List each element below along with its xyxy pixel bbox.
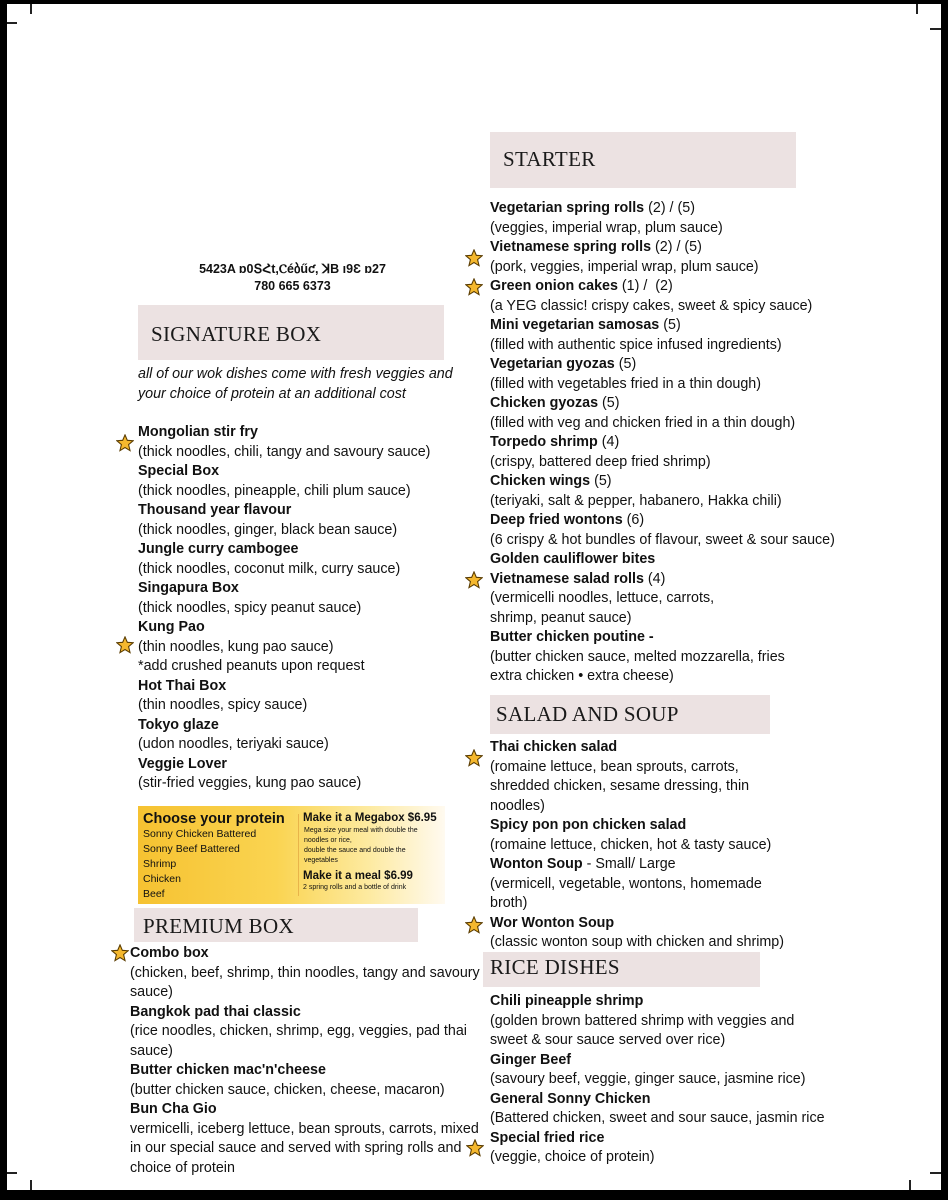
megabox-desc-line: double the sauce and double the	[304, 847, 406, 854]
item-qty: (1) / (2)	[617, 278, 673, 294]
megabox-desc-line: vegetables	[304, 857, 338, 864]
item-name: Mongolian stir fry	[138, 424, 258, 440]
star-icon	[465, 249, 483, 267]
item-description-row	[138, 482, 430, 502]
menu-item	[490, 394, 835, 414]
item-name: Vegetarian gyozas	[490, 356, 615, 372]
item-description-row	[490, 531, 835, 551]
item-description: (udon noodles, teriyaki sauce)	[138, 736, 329, 752]
restaurant-address: 5423A ɒ0ՏՀt,Ⲥéბűƈ, ꓘB ı9Ɛ ɒ27	[199, 262, 386, 276]
item-description-row	[138, 735, 430, 755]
item-description-row	[490, 414, 835, 434]
item-description-row	[490, 797, 784, 817]
star-icon	[116, 636, 134, 654]
item-description-row	[490, 648, 835, 668]
menu-item	[490, 992, 825, 1012]
menu-item	[490, 855, 784, 875]
item-description: (butter chicken sauce, melted mozzarella, fries	[490, 648, 785, 665]
item-name: Green onion cakes	[490, 278, 618, 294]
item-name: Kung Pao	[138, 619, 205, 635]
item-description-row	[490, 258, 835, 278]
item-description-row	[138, 599, 430, 619]
star-icon	[465, 571, 483, 589]
item-description: in our special sauce and served with spring rolls and	[130, 1140, 462, 1156]
item-description: sweet & sour sauce served over rice)	[490, 1032, 726, 1048]
item-description: vermicelli, iceberg lettuce, bean sprouts, carrots, mixed	[130, 1120, 479, 1137]
item-qty: (5)	[614, 356, 637, 372]
item-name: Hot Thai Box	[138, 677, 227, 694]
note-line: all of our wok dishes come with fresh veggies and	[138, 366, 453, 382]
item-name: Chicken wings	[490, 473, 591, 489]
menu-item	[490, 816, 784, 836]
signature-box-note	[138, 365, 453, 404]
protein-title: Choose your protein	[143, 811, 285, 827]
megabox-desc-line: noodles or rice,	[304, 837, 352, 844]
starter-list	[490, 199, 835, 687]
item-qty: (5)	[659, 317, 681, 333]
item-description: (romaine lettuce, bean sprouts, carrots,	[490, 758, 739, 775]
item-extra-row	[138, 657, 430, 677]
crop-mark	[916, 4, 918, 14]
menu-item	[490, 199, 835, 219]
menu-item	[130, 1003, 480, 1023]
item-name: Vietnamese salad rolls	[490, 570, 644, 587]
section-title: SIGNATURE BOX	[151, 322, 322, 346]
item-description-row	[490, 1109, 825, 1129]
item-description: (romaine lettuce, chicken, hot & tasty sauce)	[490, 836, 772, 853]
item-name: Vietnamese spring rolls	[490, 239, 652, 255]
protein-option: Beef	[143, 888, 165, 900]
item-description-row	[130, 1159, 480, 1179]
item-description-row	[138, 774, 430, 794]
item-name: Torpedo shrimp	[490, 434, 598, 450]
item-name: Singapura Box	[138, 580, 239, 596]
menu-item	[490, 355, 835, 375]
item-name: Wonton Soup	[490, 856, 583, 872]
item-description: (vermicelli noodles, lettuce, carrots,	[490, 590, 715, 606]
item-name: Chili pineapple shrimp	[490, 993, 644, 1009]
item-description: (thick noodles, coconut milk, curry sauce)	[138, 560, 401, 577]
section-title: PREMIUM BOX	[143, 914, 294, 938]
item-name: Vegetarian spring rolls	[490, 200, 645, 216]
item-qty: (5)	[590, 473, 612, 489]
item-name: Spicy pon pon chicken salad	[490, 817, 687, 833]
rice-dishes-list	[490, 992, 825, 1168]
star-icon	[466, 1139, 484, 1157]
item-description-row	[490, 609, 835, 629]
item-description-row	[490, 297, 835, 317]
item-description: (filled with vegetables fried in a thin dough)	[490, 375, 762, 392]
menu-item	[138, 618, 430, 638]
item-description-row	[130, 1081, 480, 1101]
menu-item	[138, 462, 430, 482]
item-description: (chicken, beef, shrimp, thin noodles, tangy and savoury	[130, 964, 480, 981]
section-header-signature-box	[138, 305, 444, 360]
section-title: RICE DISHES	[490, 955, 620, 979]
item-description-row	[130, 1120, 480, 1140]
crop-mark	[930, 28, 941, 30]
item-description: (classic wonton soup with chicken and shrimp)	[490, 934, 785, 950]
item-description-row	[490, 1148, 825, 1168]
promo-divider	[298, 814, 299, 896]
item-description-row	[490, 933, 784, 953]
item-description-row	[490, 667, 835, 687]
section-title: SALAD AND SOUP	[496, 702, 679, 726]
item-name: Thousand year flavour	[138, 502, 292, 518]
menu-item	[490, 277, 835, 297]
item-name: Chicken gyozas	[490, 395, 599, 411]
section-header-salad-soup	[490, 695, 770, 734]
item-description: (teriyaki, salt & pepper, habanero, Hakka chili)	[490, 492, 782, 509]
item-name: Butter chicken mac'n'cheese	[130, 1062, 326, 1078]
menu-item	[138, 677, 430, 697]
menu-item	[490, 511, 835, 531]
item-name: Veggie Lover	[138, 755, 227, 772]
item-name: Bangkok pad thai classic	[130, 1003, 301, 1020]
item-qty: - Small/ Large	[582, 856, 676, 872]
item-description: (pork, veggies, imperial wrap, plum sauce)	[490, 258, 759, 275]
item-description-row	[138, 696, 430, 716]
item-description-row	[138, 521, 430, 541]
item-description: (filled with veg and chicken fried in a thin dough)	[490, 414, 796, 431]
section-header-starter	[490, 132, 796, 188]
menu-item	[138, 540, 430, 560]
item-description: broth)	[490, 895, 528, 911]
item-qty: (6)	[622, 512, 645, 528]
item-description-row	[490, 492, 835, 512]
item-description-row	[130, 983, 480, 1003]
menu-item	[490, 1129, 825, 1149]
item-description-row	[490, 219, 835, 239]
item-description-row	[490, 336, 835, 356]
item-description-row	[490, 875, 784, 895]
item-description-row	[130, 964, 480, 984]
item-description-row	[138, 443, 430, 463]
item-description-row	[490, 589, 835, 609]
item-qty: (5)	[598, 395, 620, 411]
item-description: (rice noodles, chicken, shrimp, egg, veggies, pad thai	[130, 1023, 467, 1039]
crop-mark	[909, 1180, 911, 1190]
menu-item	[138, 423, 430, 443]
item-description: (crispy, battered deep fried shrimp)	[490, 453, 711, 470]
menu-item	[490, 914, 784, 934]
item-description: sauce)	[130, 1042, 173, 1059]
item-description: (Battered chicken, sweet and sour sauce, jasmin rice	[490, 1110, 825, 1126]
item-qty: (4)	[643, 570, 666, 587]
crop-mark	[30, 1180, 32, 1190]
item-description: noodles)	[490, 797, 545, 814]
item-description-row	[130, 1139, 480, 1159]
item-description-row	[490, 1070, 825, 1090]
section-header-premium-box	[134, 908, 418, 942]
item-description-row	[490, 453, 835, 473]
item-description: (veggies, imperial wrap, plum sauce)	[490, 219, 723, 236]
item-name: Tokyo glaze	[138, 716, 219, 733]
item-description-row	[490, 375, 835, 395]
item-description: extra chicken • extra cheese)	[490, 668, 674, 684]
item-description: (golden brown battered shrimp with veggies and	[490, 1012, 795, 1029]
menu-item	[490, 238, 835, 258]
item-description: (vermicell, vegetable, wontons, homemade	[490, 875, 762, 892]
menu-item	[490, 550, 835, 570]
item-name: Golden cauliflower bites	[490, 551, 656, 567]
item-qty: (4)	[597, 434, 620, 450]
item-description: (butter chicken sauce, chicken, cheese, macaron)	[130, 1081, 445, 1098]
item-name: Mini vegetarian samosas	[490, 317, 660, 333]
item-name: Wor Wonton Soup	[490, 914, 615, 931]
item-description-row	[138, 560, 430, 580]
item-name: Jungle curry cambogee	[138, 541, 299, 557]
item-description: (stir-fried veggies, kung pao sauce)	[138, 775, 362, 791]
item-name: Special fried rice	[490, 1129, 605, 1146]
item-name: Thai chicken salad	[490, 739, 618, 755]
section-header-rice-dishes	[483, 952, 760, 987]
item-description: (thick noodles, chili, tangy and savoury sauce)	[138, 443, 431, 460]
item-description: (veggie, choice of protein)	[490, 1149, 655, 1165]
item-description: (thin noodles, spicy sauce)	[138, 697, 308, 713]
item-description-row	[490, 836, 784, 856]
menu-item	[138, 755, 430, 775]
megabox-desc	[304, 826, 418, 866]
meal-desc: 2 spring rolls and a bottle of drink	[303, 884, 407, 891]
star-icon	[465, 916, 483, 934]
signature-box-list	[138, 423, 430, 794]
crop-mark	[930, 1172, 941, 1174]
item-description: (filled with authentic spice infused ingredients)	[490, 336, 782, 353]
item-qty: (2) / (5)	[651, 239, 702, 255]
menu-item	[490, 570, 835, 590]
item-description: (a YEG classic! crispy cakes, sweet & spicy sauce)	[490, 297, 813, 314]
crop-mark	[7, 22, 17, 24]
star-icon	[465, 749, 483, 767]
item-name: General Sonny Chicken	[490, 1090, 651, 1107]
item-extra: *add crushed peanuts upon request	[138, 658, 365, 674]
item-description-row	[490, 758, 784, 778]
premium-box-list	[130, 944, 480, 1178]
menu-item	[490, 1090, 825, 1110]
item-description: (thick noodles, ginger, black bean sauce)	[138, 521, 398, 538]
item-description: (thick noodles, spicy peanut sauce)	[138, 599, 362, 616]
item-description: (savoury beef, veggie, ginger sauce, jasmine rice)	[490, 1071, 806, 1087]
menu-item	[138, 501, 430, 521]
menu-item	[130, 1100, 480, 1120]
item-name: Ginger Beef	[490, 1051, 572, 1068]
protein-option: Shrimp	[143, 858, 177, 870]
item-description: sauce)	[130, 984, 173, 1000]
star-icon	[111, 944, 129, 962]
item-name: Special Box	[138, 463, 220, 479]
protein-option: Sonny Beef Battered	[143, 843, 240, 855]
item-description: shrimp, peanut sauce)	[490, 609, 632, 626]
protein-promo-box	[138, 806, 445, 904]
megabox-desc-line: Mega size your meal with double the	[304, 827, 418, 834]
protein-option: Sonny Chicken Battered	[143, 828, 257, 840]
menu-item	[130, 944, 480, 964]
menu-item	[490, 433, 835, 453]
section-title: STARTER	[503, 147, 596, 171]
item-description-row	[130, 1042, 480, 1062]
item-description-row	[138, 638, 430, 658]
star-icon	[465, 278, 483, 296]
item-description-row	[490, 1012, 825, 1032]
item-name: Deep fried wontons	[490, 512, 623, 528]
crop-mark	[30, 4, 32, 14]
salad-soup-list	[490, 738, 784, 953]
megabox-title: Make it a Megabox $6.95	[303, 812, 437, 824]
item-description: shredded chicken, sesame dressing, thin	[490, 778, 750, 794]
item-name: Combo box	[130, 945, 209, 961]
meal-title: Make it a meal $6.99	[303, 870, 413, 882]
item-name: Butter chicken poutine -	[490, 629, 654, 645]
restaurant-phone: 780 665 6373	[254, 279, 331, 293]
menu-item	[490, 472, 835, 492]
item-description: (6 crispy & hot bundles of flavour, sweet & sour sauce)	[490, 531, 835, 548]
item-description-row	[490, 1031, 825, 1051]
star-icon	[116, 434, 134, 452]
menu-item	[490, 628, 835, 648]
menu-item	[490, 316, 835, 336]
item-name: Bun Cha Gio	[130, 1101, 217, 1117]
menu-item	[138, 579, 430, 599]
menu-item	[130, 1061, 480, 1081]
protein-option: Chicken	[143, 873, 181, 885]
item-description-row	[130, 1022, 480, 1042]
note-line: your choice of protein at an additional cost	[138, 385, 406, 402]
crop-mark	[7, 1172, 17, 1174]
menu-item	[490, 738, 784, 758]
item-description-row	[490, 777, 784, 797]
menu-item	[138, 716, 430, 736]
item-description: choice of protein	[130, 1159, 235, 1176]
item-qty: (2) / (5)	[644, 200, 695, 216]
menu-item	[490, 1051, 825, 1071]
item-description: (thick noodles, pineapple, chili plum sauce)	[138, 482, 411, 499]
item-description: (thin noodles, kung pao sauce)	[138, 638, 334, 655]
item-description-row	[490, 894, 784, 914]
